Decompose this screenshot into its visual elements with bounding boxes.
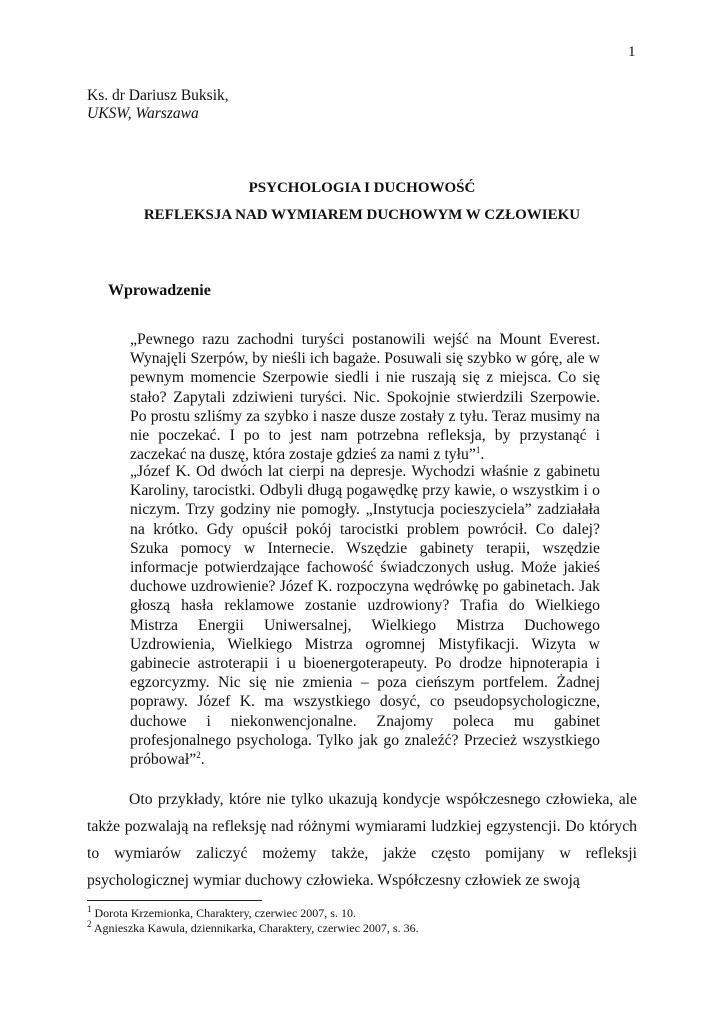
footnote-text: Dorota Krzemionka, Charaktery, czerwiec 2007, s. 10. (94, 906, 356, 920)
quote-text: „Józef K. Od dwóch lat cierpi na depresje. Wychodzi właśnie z gabinetu Karoliny, tarocistki. Odbyli długą pogawędkę przy kawie, o wszystkim i o niczym. Trzy godziny nie pomogły. „Instytucja pocieszyciela” zadziałała na krótko. Gdy opuścił pokój tarocistki problem powrócił. Co dalej? Szuka pomocy w Internecie. Wszędzie gabinety terapii, wszędzie informacje potwierdzające fachowość świadczonych usług. Może jakieś duchowe uzdrowienie? Józef K. rozpoczyna wędrówkę po gabinetach. Jak głoszą hasła reklamowe zostanie uzdrowiony? Trafia do Wielkiego Mistrza Energii Uniwersalnej, Wielkiego Mistrza Duchowego Uzdrowienia, Wielkiego Mistrza ogromnej Mistyfikacji. Wizyta w gabinecie astroterapii i u bioenergoterapeuty. Po drodze hipnoterapia i egzorcyzmy. Nic się nie zmienia – poza cieńszym portfelem. Żadnej poprawy. Józef K. ma wszystkiego dosyć, co pseudopsychologiczne, duchowe i niekonwencjonalne. Znajomy poleca mu gabinet profesjonalnego psychologa. Tylko jak go znaleźć? Przecież wszystkiego próbował” (130, 463, 600, 769)
footnote-text: Agnieszka Kawula, dziennikarka, Charaktery, czerwiec 2007, s. 36. (93, 921, 419, 935)
main-title: PSYCHOLOGIA I DUCHOWOŚĆ (248, 180, 476, 196)
body-paragraph: Oto przykłady, które nie tylko ukazują kondycje współczesnego człowieka, ale także pozwalają na refleksję nad różnymi wymiarami ludzkiej egzystencji. Do których to wymiarów zaliczyć możemy także, jakże często pomijany w refleksji psychologicznej wymiar duchowy człowieka. Współczesny człowiek ze swoją (87, 791, 637, 889)
footnote-reference[interactable]: 1 (475, 444, 481, 455)
quote-text: „Pewnego razu zachodni turyści postanowili wejść na Mount Everest. Wynajęli Szerpów, by nieśli ich bagaże. Posuwali się szybko w górę, ale w pewnym momencie Szerpowie siedli i nie ruszają się z miejsca. Co się stało? Zapytali zdziwieni turyści. Nic. Spokojnie stwierdzili Szerpowie. Po prostu szliśmy za szybko i nasze dusze zostały z tyłu. Teraz musimy na nie poczekać. I po to jest nam potrzebna refleksja, by przystanąć i zaczekać na duszę, która zostaje gdzieś za nami z tyłu” (130, 331, 600, 464)
footnote-divider (87, 900, 262, 901)
subtitle: REFLEKSJA NAD WYMIAREM DUCHOWYM W CZŁOWIEKU (143, 207, 581, 223)
footnote-marker: 1 (87, 904, 92, 914)
author-name: Ks. dr Dariusz Buksik, (87, 87, 229, 104)
footnote (87, 921, 647, 936)
quote-trailing-punctuation: . (200, 751, 205, 769)
author-affiliation: UKSW, Warszawa (87, 105, 199, 122)
quote-trailing-punctuation: . (480, 446, 485, 464)
footnotes (87, 906, 647, 936)
section-heading: Wprowadzenie (108, 282, 211, 299)
page-number: 1 (628, 44, 636, 60)
block-quote (130, 462, 600, 769)
footnote-reference[interactable]: 2 (196, 749, 201, 760)
title-block (60, 175, 664, 229)
footnote-marker: 2 (87, 919, 92, 929)
author-block (87, 87, 229, 123)
block-quote (130, 330, 600, 464)
footnote (87, 906, 647, 921)
